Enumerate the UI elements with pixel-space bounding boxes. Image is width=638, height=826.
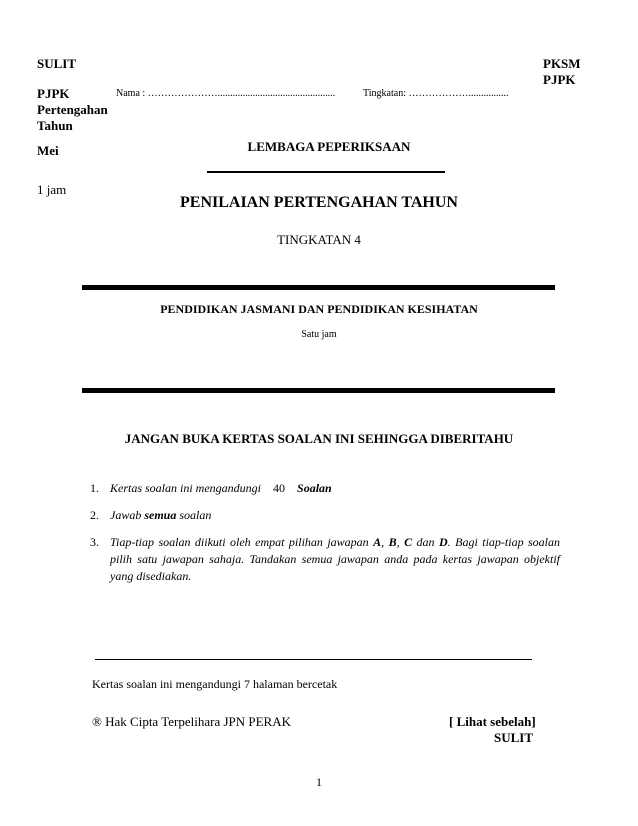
classification-label: SULIT (37, 56, 77, 71)
copyright-notice: ® Hak Cipta Terpelihara JPN PERAK (92, 714, 292, 729)
instruction-item (90, 507, 560, 524)
instruction-text: dan (416, 535, 435, 549)
form-level: TINGKATAN 4 (277, 232, 361, 247)
institution-title: LEMBAGA PEPERIKSAAN (247, 139, 411, 154)
instruction-text-bold: Soalan (297, 481, 332, 495)
option-d: D (439, 535, 448, 549)
instruction-number: 2. (90, 508, 99, 522)
subject-time: Satu jam (301, 329, 337, 340)
instruction-item (90, 480, 560, 497)
form-field[interactable]: Tingkatan: ………………................ (363, 88, 509, 99)
instruction-number: 1. (90, 481, 99, 495)
instruction-text: Tiap-tiap soalan diikuti oleh empat pilihan jawapan (110, 535, 369, 549)
paper-code-line: Tahun (37, 118, 73, 133)
thick-rule-top (82, 285, 555, 290)
thick-rule-bottom (82, 388, 555, 393)
paper-code-line: Pertengahan (37, 102, 108, 117)
instructions-list (90, 480, 560, 595)
name-field[interactable]: Nama : …………………............................................... (116, 88, 336, 99)
title-divider (207, 171, 445, 173)
question-count: 40 (273, 481, 286, 495)
instruction-text: Jawab (110, 508, 142, 522)
page-number: 1 (316, 775, 322, 789)
instruction-text-bold: semua (144, 508, 177, 522)
footer-rule (95, 659, 532, 660)
instruction-text: . Bagi tiap-tiap soalan pilih satu jawapan sahaja. Tandakan semua jawapan anda pada kertas jawapan objektif yang disediakan. (110, 535, 561, 583)
paper-code-block (37, 86, 108, 134)
pages-note: Kertas soalan ini mengandungi 7 halaman bercetak (92, 677, 338, 691)
turn-over-label: [ Lihat sebelah] (449, 714, 536, 729)
subject-title: PENDIDIKAN JASMANI DAN PENDIDIKAN KESIHATAN (160, 302, 478, 316)
option-b: B (388, 535, 397, 549)
warning-notice: JANGAN BUKA KERTAS SOALAN INI SEHINGGA DIBERITAHU (124, 431, 514, 446)
code-pjpk: PJPK (543, 72, 576, 87)
exam-month: Mei (37, 143, 59, 158)
code-pksm: PKSM (543, 56, 581, 71)
instruction-text: soalan (179, 508, 212, 522)
exam-duration: 1 jam (37, 182, 67, 197)
paper-code-line: PJPK (37, 86, 70, 101)
option-c: C (404, 535, 413, 549)
instruction-item: 3. Tiap-tiap soalan diikuti oleh empat pilihan jawapan A, B, C dan D. Bagi tiap-tiap soalan pilih satu jawapan sahaja. Tandakan semua jawapan anda pada kertas jawapan objektif yang disediakan. (90, 535, 561, 583)
footer-classification: SULIT (494, 730, 534, 745)
option-a: A (373, 535, 382, 549)
instruction-text: Kertas soalan ini mengandungi (110, 481, 262, 495)
exam-title: PENILAIAN PERTENGAHAN TAHUN (180, 194, 458, 211)
instruction-number: 3. (90, 535, 99, 549)
